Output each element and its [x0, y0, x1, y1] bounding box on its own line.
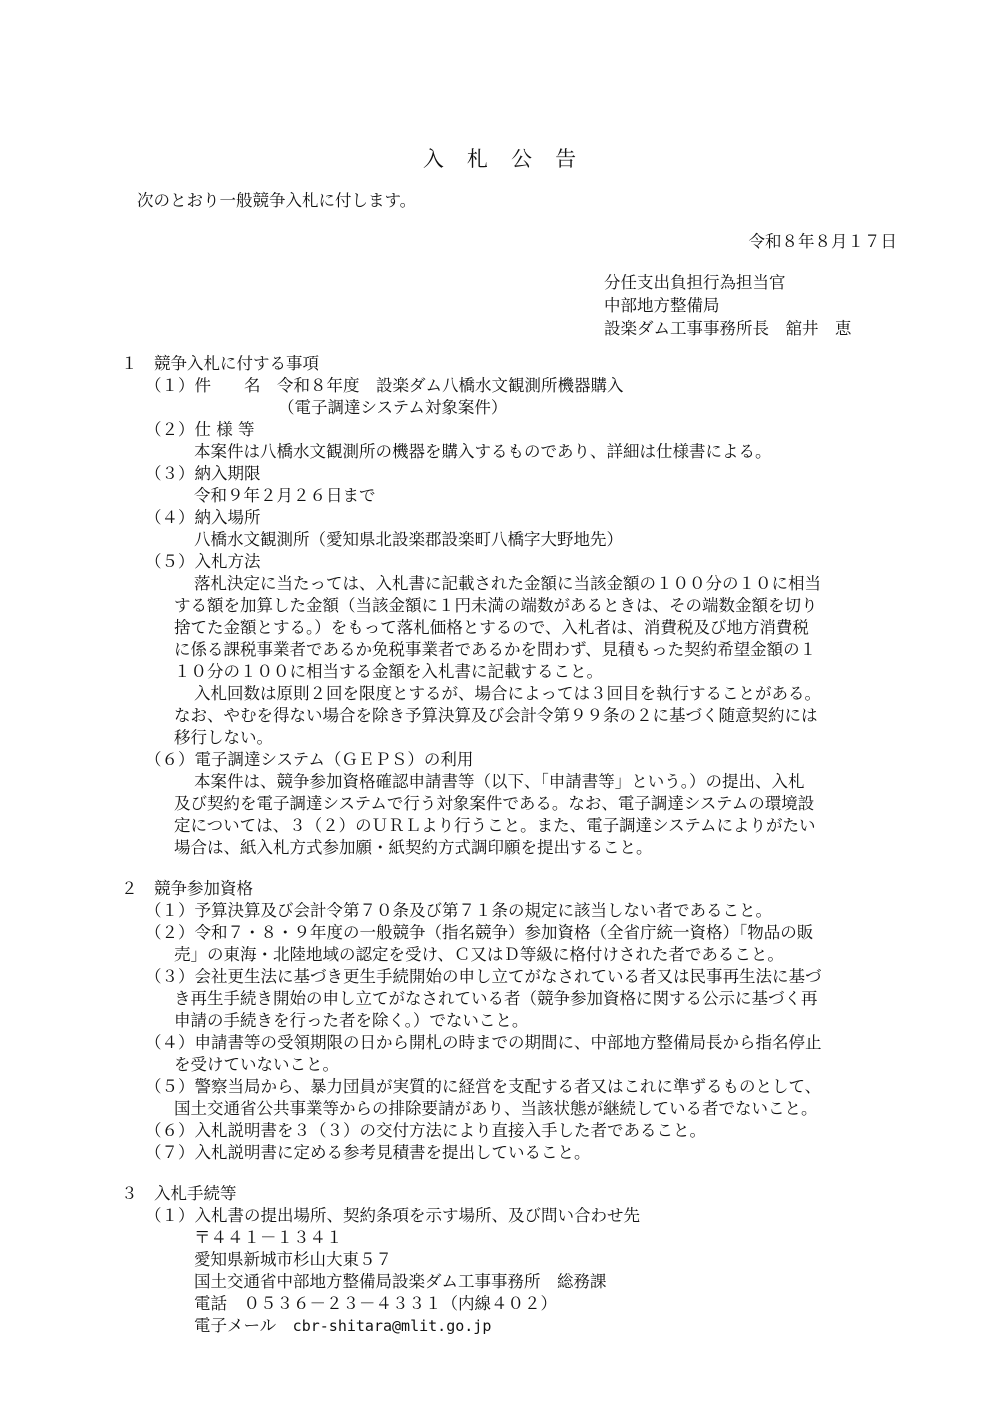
item-1-5-line: する額を加算した金額（当該金額に１円未満の端数があるときは、その端数金額を切り — [174, 596, 818, 615]
section-3-heading: ３ 入札手続等 — [121, 1184, 237, 1203]
item-1-6-line: 本案件は、競争参加資格確認申請書等（以下、「申請書等」という。）の提出、入札 — [194, 772, 805, 791]
item-1-2-heading: （２）仕 様 等 — [145, 420, 255, 439]
item-1-6-line: 定については、３（２）のＵＲＬより行うこと。また、電子調達システムによりがたい — [174, 816, 816, 835]
email-label: 電子メール — [194, 1316, 293, 1335]
section-1-heading: １ 競争入札に付する事項 — [121, 354, 319, 373]
postal-code: 〒４４１－１３４１ — [194, 1228, 343, 1247]
issuer-office: 設楽ダム工事事務所長 舘井 恵 — [604, 319, 852, 338]
item-1-3-text: 令和９年２月２６日まで — [194, 486, 376, 505]
item-1-4-text: 八橋水文観測所（愛知県北設楽郡設楽町八橋字大野地先） — [194, 530, 623, 549]
section-2-heading: ２ 競争参加資格 — [121, 879, 253, 898]
item-1-6-line: 及び契約を電子調達システムで行う対象案件である。なお、電子調達システムの環境設 — [174, 794, 815, 813]
email-line — [194, 1315, 491, 1337]
office-name: 国土交通省中部地方整備局設楽ダム工事事務所 総務課 — [194, 1272, 607, 1291]
phone-number: 電話 ０５３６－２３－４３３１（内線４０２） — [194, 1294, 557, 1313]
item-2-3: （３）会社更生法に基づき更生手続開始の申し立てがなされている者又は民事再生法に基づ — [145, 967, 822, 986]
address: 愛知県新城市杉山大東５７ — [194, 1250, 392, 1269]
item-2-4-cont: を受けていないこと。 — [174, 1055, 339, 1074]
email-address: cbr-shitara@mlit.go.jp — [292, 1317, 492, 1335]
item-1-4-heading: （４）納入場所 — [145, 508, 261, 527]
intro-text: 次のとおり一般競争入札に付します。 — [137, 191, 417, 210]
page-title: 入 札 公 告 — [422, 147, 578, 171]
item-1-5-line: なお、やむを得ない場合を除き予算決算及び会計令第９９条の２に基づく随意契約には — [174, 706, 818, 725]
item-2-4: （４）申請書等の受領期限の日から開札の時までの期間に、中部地方整備局長から指名停止 — [145, 1033, 822, 1052]
item-1-5-line: 落札決定に当たっては、入札書に記載された金額に当該金額の１００分の１０に相当 — [194, 574, 821, 593]
notice-date: 令和８年８月１７日 — [748, 232, 897, 251]
item-1-6-line: 場合は、紙入札方式参加願・紙契約方式調印願を提出すること。 — [174, 838, 653, 857]
issuer-title: 分任支出負担行為担当官 — [604, 273, 786, 292]
item-2-5: （５）警察当局から、暴力団員が実質的に経営を支配する者又はこれに準ずるものとして、 — [145, 1077, 822, 1096]
item-1-5-line: 入札回数は原則２回を限度とするが、場合によっては３回目を執行することがある。 — [194, 684, 821, 703]
item-2-3-cont: 申請の手続きを行った者を除く。）でないこと。 — [174, 1011, 529, 1030]
item-2-3-cont: き再生手続き開始の申し立てがなされている者（競争参加資格に関する公示に基づく再 — [174, 989, 818, 1008]
item-1-6-heading: （６）電子調達システム（ＧＥＰＳ）の利用 — [145, 750, 474, 769]
item-1-5-line: に係る課税事業者であるか免税事業者であるかを問わず、見積もった契約希望金額の１ — [174, 640, 817, 659]
item-1-5-heading: （５）入札方法 — [145, 552, 261, 571]
item-1-5-line: 移行しない。 — [174, 728, 273, 747]
item-2-6: （６）入札説明書を３（３）の交付方法により直接入手した者であること。 — [145, 1121, 706, 1140]
item-1-2-text: 本案件は八橋水文観測所の機器を購入するものであり、詳細は仕様書による。 — [194, 442, 772, 461]
item-2-1: （１）予算決算及び会計令第７０条及び第７１条の規定に該当しない者であること。 — [145, 901, 772, 920]
item-2-5-cont: 国土交通省公共事業等からの排除要請があり、当該状態が継続している者でないこと。 — [174, 1099, 818, 1118]
item-1-5-line: １０分の１００に相当する金額を入札書に記載すること。 — [174, 662, 603, 681]
item-2-7: （７）入札説明書に定める参考見積書を提出していること。 — [145, 1143, 591, 1162]
item-1-5-line: 捨てた金額とする。）をもって落札価格とするので、入札者は、消費税及び地方消費税 — [174, 618, 809, 637]
issuer-bureau: 中部地方整備局 — [604, 296, 720, 315]
item-3-1: （１）入札書の提出場所、契約条項を示す場所、及び問い合わせ先 — [145, 1206, 640, 1225]
item-1-1: （１）件 名 令和８年度 設楽ダム八橋水文観測所機器購入 — [145, 376, 624, 395]
item-1-1-note: （電子調達システム対象案件） — [278, 398, 508, 417]
item-2-2: （２）令和７・８・９年度の一般競争（指名競争）参加資格（全省庁統一資格）「物品の販 — [145, 923, 814, 942]
item-1-3-heading: （３）納入期限 — [145, 464, 261, 483]
item-2-2-cont: 売」の東海・北陸地域の認定を受け、Ｃ又はＤ等級に格付けされた者であること。 — [174, 945, 784, 964]
